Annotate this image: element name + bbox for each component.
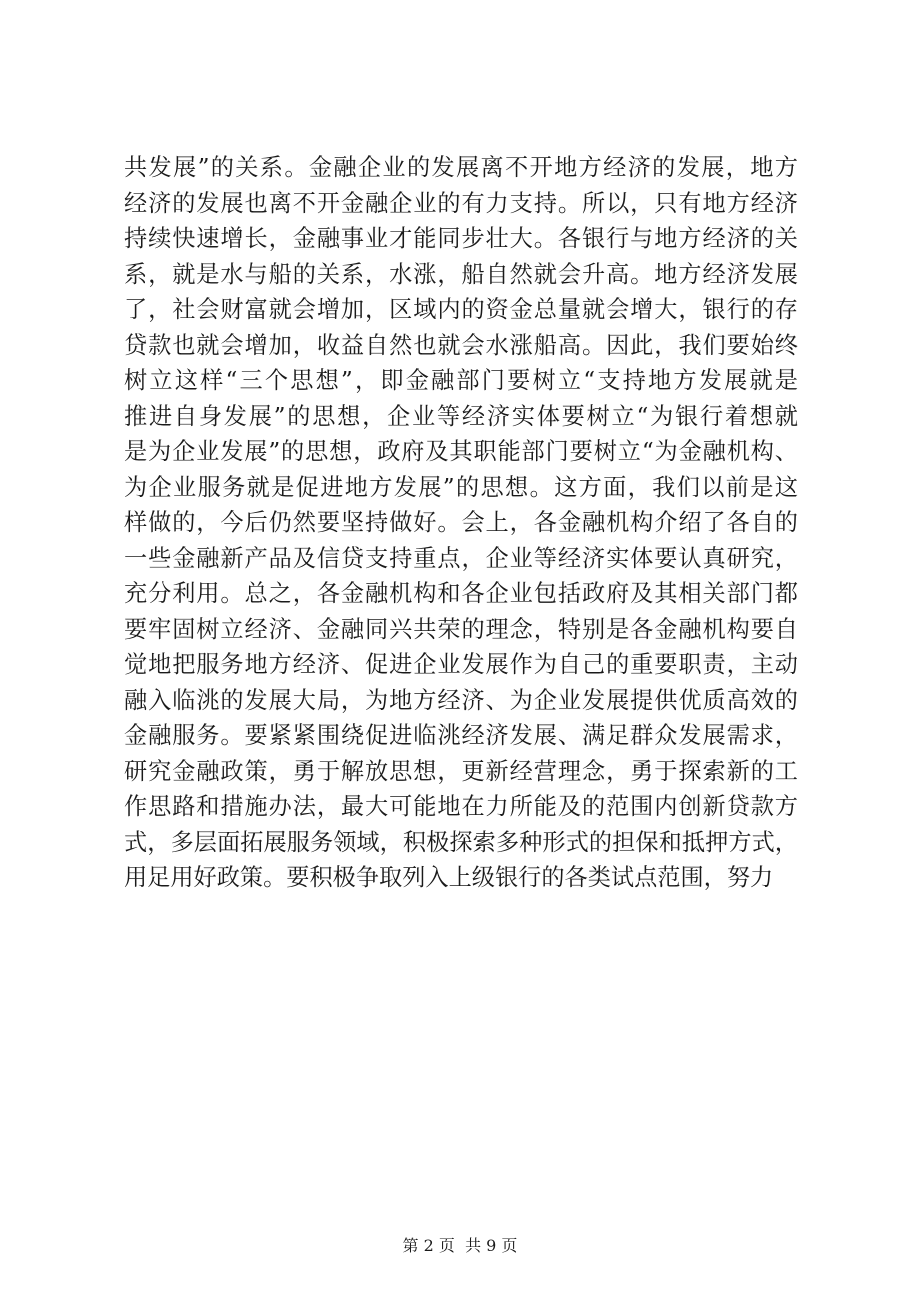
- text-line: 持续快速增长，金融事业才能同步壮大。各银行与地方经济的关: [124, 225, 798, 252]
- text-line: 贷款也就会增加，收益自然也就会水涨船高。因此，我们要始终: [124, 331, 798, 359]
- text-line: 共发展”的关系。金融企业的发展离不开地方经济的发展，地方: [124, 154, 798, 181]
- text-line: 充分利用。总之，各金融机构和各企业包括政府及其相关部门都: [124, 580, 798, 607]
- text-line: 用足用好政策。要积极争取列入上级银行的各类试点范围，努力: [124, 864, 774, 891]
- text-line: 觉地把服务地方经济、促进企业发展作为自己的重要职责，主动: [124, 651, 798, 678]
- text-line: 树立这样“三个思想”，即金融部门要树立“支持地方发展就是: [124, 367, 798, 394]
- text-line: 推进自身发展”的思想，企业等经济实体要树立“为银行着想就: [124, 402, 798, 430]
- text-line: 系，就是水与船的关系，水涨，船自然就会升高。地方经济发展: [124, 260, 798, 288]
- text-line: 研究金融政策，勇于解放思想，更新经营理念，勇于探索新的工: [124, 757, 798, 785]
- page-footer: 第 2 页 共 9 页: [402, 1236, 518, 1255]
- text-line: 是为企业发展”的思想，政府及其职能部门要树立“为金融机构、: [124, 438, 798, 465]
- text-line: 融入临洮的发展大局，为地方经济、为企业发展提供优质高效的: [124, 686, 798, 714]
- text-line: 金融服务。要紧紧围绕促进临洮经济发展、满足群众发展需求，: [124, 722, 798, 749]
- text-line: 作思路和措施办法，最大可能地在力所能及的范围内创新贷款方: [124, 793, 798, 820]
- text-line: 一些金融新产品及信贷支持重点，企业等经济实体要认真研究，: [124, 544, 798, 572]
- text-line: 为企业服务就是促进地方发展”的思想。这方面，我们以前是这: [124, 473, 798, 501]
- body-text: [124, 150, 798, 896]
- text-line: 样做的，今后仍然要坚持做好。会上，各金融机构介绍了各自的: [124, 509, 798, 536]
- text-line: 式，多层面拓展服务领域，积极探索多种形式的担保和抵押方式，: [124, 828, 798, 856]
- text-line: 经济的发展也离不开金融企业的有力支持。所以，只有地方经济: [124, 189, 798, 217]
- text-line: 要牢固树立经济、金融同兴共荣的理念，特别是各金融机构要自: [124, 615, 798, 643]
- text-line: 了，社会财富就会增加，区域内的资金总量就会增大，银行的存: [124, 296, 798, 323]
